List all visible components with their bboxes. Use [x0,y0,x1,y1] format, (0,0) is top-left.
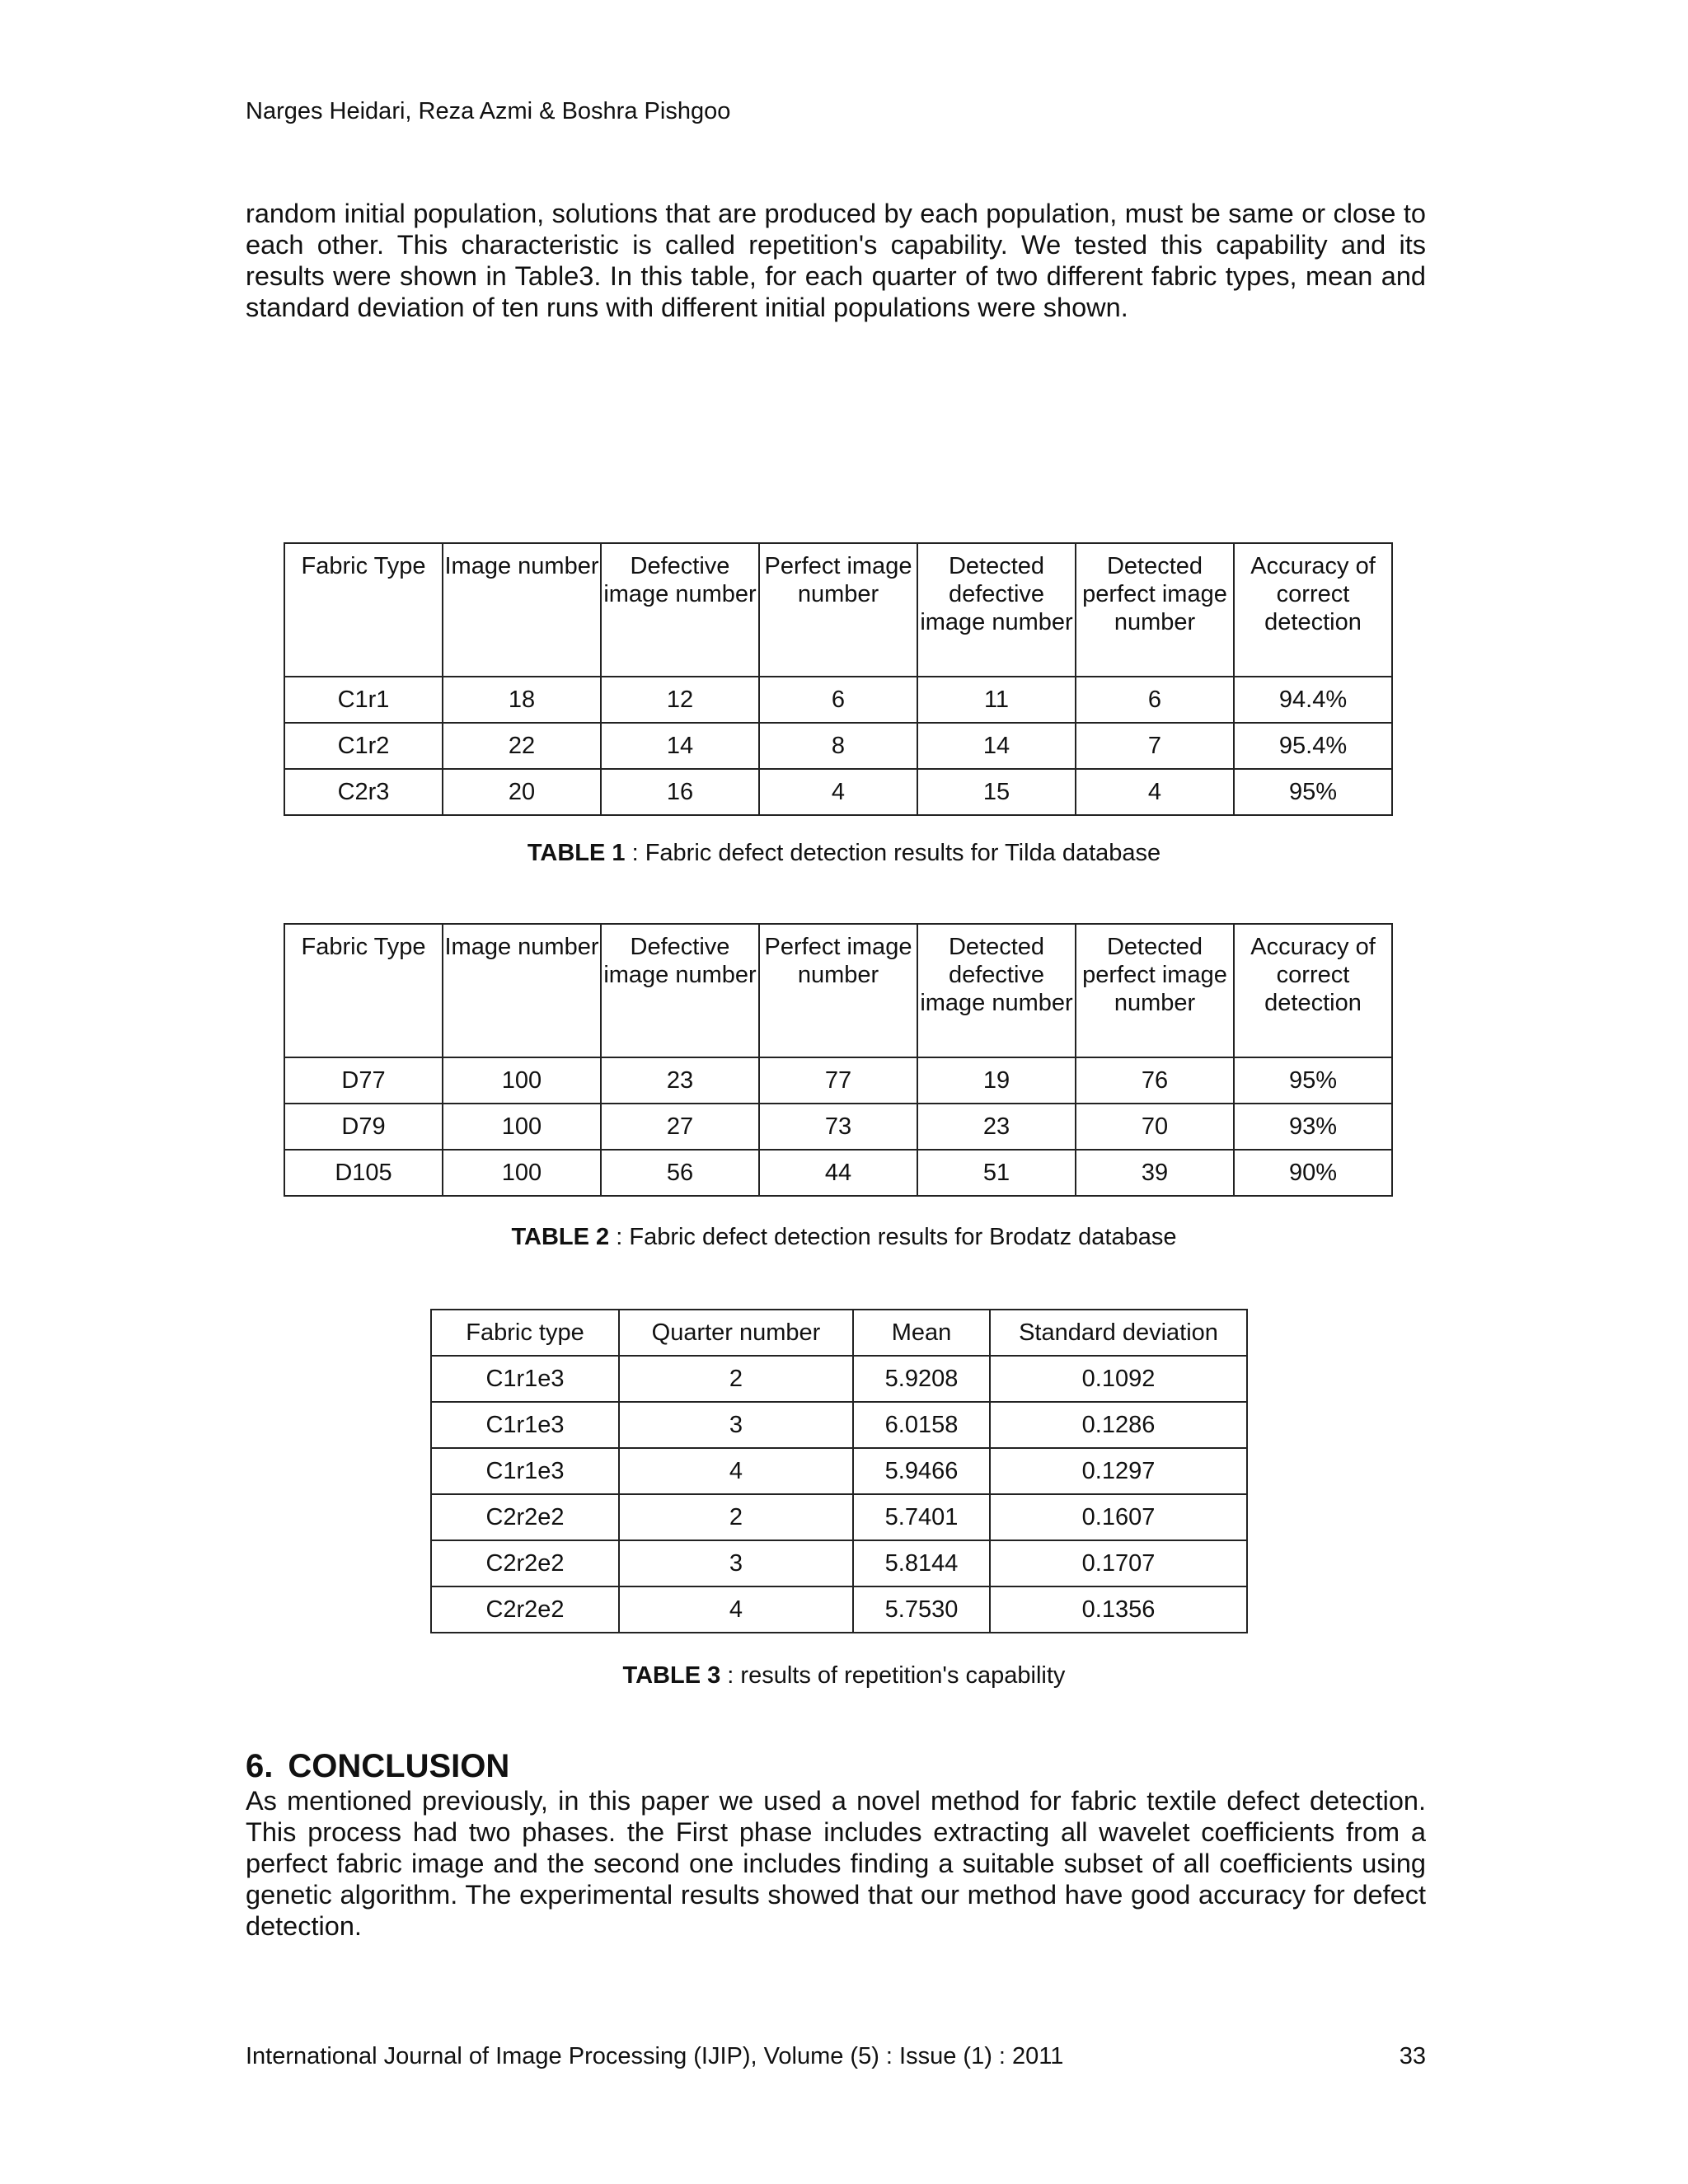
caption-text: : Fabric defect detection results for Brodatz database [609,1224,1177,1250]
table-cell: 44 [759,1150,917,1196]
table-cell: 51 [917,1150,1076,1196]
table-cell: 7 [1076,723,1234,769]
table-cell: C1r1e3 [431,1356,619,1402]
table-cell: 95% [1234,769,1392,815]
table-row [431,1494,1247,1540]
table-cell: 5.8144 [853,1540,990,1586]
table-row [431,1402,1247,1448]
caption-text: : Fabric defect detection results for Tilda database [625,840,1161,866]
table-row [284,1057,1392,1104]
table-cell: 77 [759,1057,917,1104]
table-cell: 19 [917,1057,1076,1104]
table-cell: 5.9466 [853,1448,990,1494]
table-row [431,1448,1247,1494]
column-header: Accuracy of correct detection [1234,543,1392,677]
table-cell: 4 [1076,769,1234,815]
table-cell: D105 [284,1150,443,1196]
table-cell: 3 [619,1402,853,1448]
table-cell: 6 [759,677,917,723]
table-row [431,1586,1247,1633]
table-cell: 70 [1076,1104,1234,1150]
table-cell: 0.1297 [990,1448,1247,1494]
table-cell: 23 [917,1104,1076,1150]
column-header: Accuracy of correct detection [1234,924,1392,1057]
running-header-authors: Narges Heidari, Reza Azmi & Boshra Pishgoo [246,98,731,124]
column-header: Fabric type [431,1310,619,1356]
caption-text: : results of repetition's capability [720,1662,1066,1689]
table-cell: 12 [601,677,759,723]
column-header: Fabric Type [284,543,443,677]
column-header: Fabric Type [284,924,443,1057]
table-cell: 4 [759,769,917,815]
table-2-caption [0,1223,1688,1251]
column-header: Detected defective image number [917,924,1076,1057]
table-cell: 16 [601,769,759,815]
column-header: Defective image number [601,543,759,677]
column-header: Quarter number [619,1310,853,1356]
table-cell: 0.1286 [990,1402,1247,1448]
intro-paragraph: random initial population, solutions that are produced by each population, must be same or close to each other. This characteristic is called repetition's capability. We tested this capability and its results were shown in Table3. In this table, for each quarter of two different fabric types, mean and standard deviation of ten runs with different initial populations were shown. [246,199,1426,322]
table-cell: 5.9208 [853,1356,990,1402]
table-cell: C1r1e3 [431,1402,619,1448]
section-number: 6. [246,1748,274,1784]
table-cell: C2r3 [284,769,443,815]
table-cell: 0.1707 [990,1540,1247,1586]
table-cell: 94.4% [1234,677,1392,723]
table-cell: 6 [1076,677,1234,723]
table-cell: 90% [1234,1150,1392,1196]
table-cell: 93% [1234,1104,1392,1150]
caption-label: TABLE 2 [511,1224,610,1250]
table-cell: 6.0158 [853,1402,990,1448]
table-row [284,723,1392,769]
table-1-tilda-results [284,542,1393,816]
table-cell: 18 [443,677,601,723]
table-row [284,769,1392,815]
table-cell: 95% [1234,1057,1392,1104]
column-header: Defective image number [601,924,759,1057]
table-cell: C2r2e2 [431,1540,619,1586]
table-row [284,677,1392,723]
table-cell: 20 [443,769,601,815]
table-cell: C2r2e2 [431,1494,619,1540]
table-cell: 23 [601,1057,759,1104]
column-header: Detected defective image number [917,543,1076,677]
table-3-repetition-capability [430,1309,1248,1633]
caption-label: TABLE 1 [527,840,626,866]
table-cell: 4 [619,1586,853,1633]
table-cell: 14 [601,723,759,769]
table-2-brodatz-results [284,923,1393,1197]
table-cell: 39 [1076,1150,1234,1196]
column-header: Detected perfect image number [1076,924,1234,1057]
page-number: 33 [1399,2043,1426,2069]
section-heading-conclusion [246,1747,524,1785]
table-cell: C1r1 [284,677,443,723]
column-header: Image number [443,924,601,1057]
table-row [431,1540,1247,1586]
table-row [284,1104,1392,1150]
table-row [284,1150,1392,1196]
section-title: CONCLUSION [288,1748,510,1784]
table-cell: 15 [917,769,1076,815]
table-1-caption [0,839,1688,867]
table-cell: 76 [1076,1057,1234,1104]
table-cell: 8 [759,723,917,769]
column-header: Detected perfect image number [1076,543,1234,677]
table-cell: 100 [443,1104,601,1150]
table-cell: 5.7530 [853,1586,990,1633]
table-cell: 95.4% [1234,723,1392,769]
conclusion-paragraph: As mentioned previously, in this paper we used a novel method for fabric textile defect detection. This process had two phases. the First phase includes extracting all wavelet coefficients from a perfect fabric image and the second one includes finding a suitable subset of all coefficients using genetic algorithm. The experimental results showed that our method have good accuracy for defect detection. [246,1786,1426,1941]
table-cell: 14 [917,723,1076,769]
table-cell: 0.1092 [990,1356,1247,1402]
column-header: Perfect image number [759,543,917,677]
table-header-row [431,1310,1247,1356]
table-cell: 73 [759,1104,917,1150]
table-cell: 11 [917,677,1076,723]
table-cell: 5.7401 [853,1494,990,1540]
table-header-row [284,924,1392,1057]
table-header-row [284,543,1392,677]
table-cell: 56 [601,1150,759,1196]
table-cell: 27 [601,1104,759,1150]
table-cell: D77 [284,1057,443,1104]
table-row [431,1356,1247,1402]
table-cell: 2 [619,1494,853,1540]
table-cell: C1r2 [284,723,443,769]
column-header: Mean [853,1310,990,1356]
column-header: Image number [443,543,601,677]
table-cell: 100 [443,1150,601,1196]
footer-journal-citation: International Journal of Image Processing (IJIP), Volume (5) : Issue (1) : 2011 [246,2043,1064,2069]
table-cell: 2 [619,1356,853,1402]
table-cell: 100 [443,1057,601,1104]
table-cell: 0.1607 [990,1494,1247,1540]
table-cell: 3 [619,1540,853,1586]
table-cell: C1r1e3 [431,1448,619,1494]
table-3-caption [0,1661,1688,1690]
table-cell: D79 [284,1104,443,1150]
column-header: Perfect image number [759,924,917,1057]
table-cell: 0.1356 [990,1586,1247,1633]
table-cell: 4 [619,1448,853,1494]
table-cell: 22 [443,723,601,769]
column-header: Standard deviation [990,1310,1247,1356]
caption-label: TABLE 3 [622,1662,721,1689]
table-cell: C2r2e2 [431,1586,619,1633]
